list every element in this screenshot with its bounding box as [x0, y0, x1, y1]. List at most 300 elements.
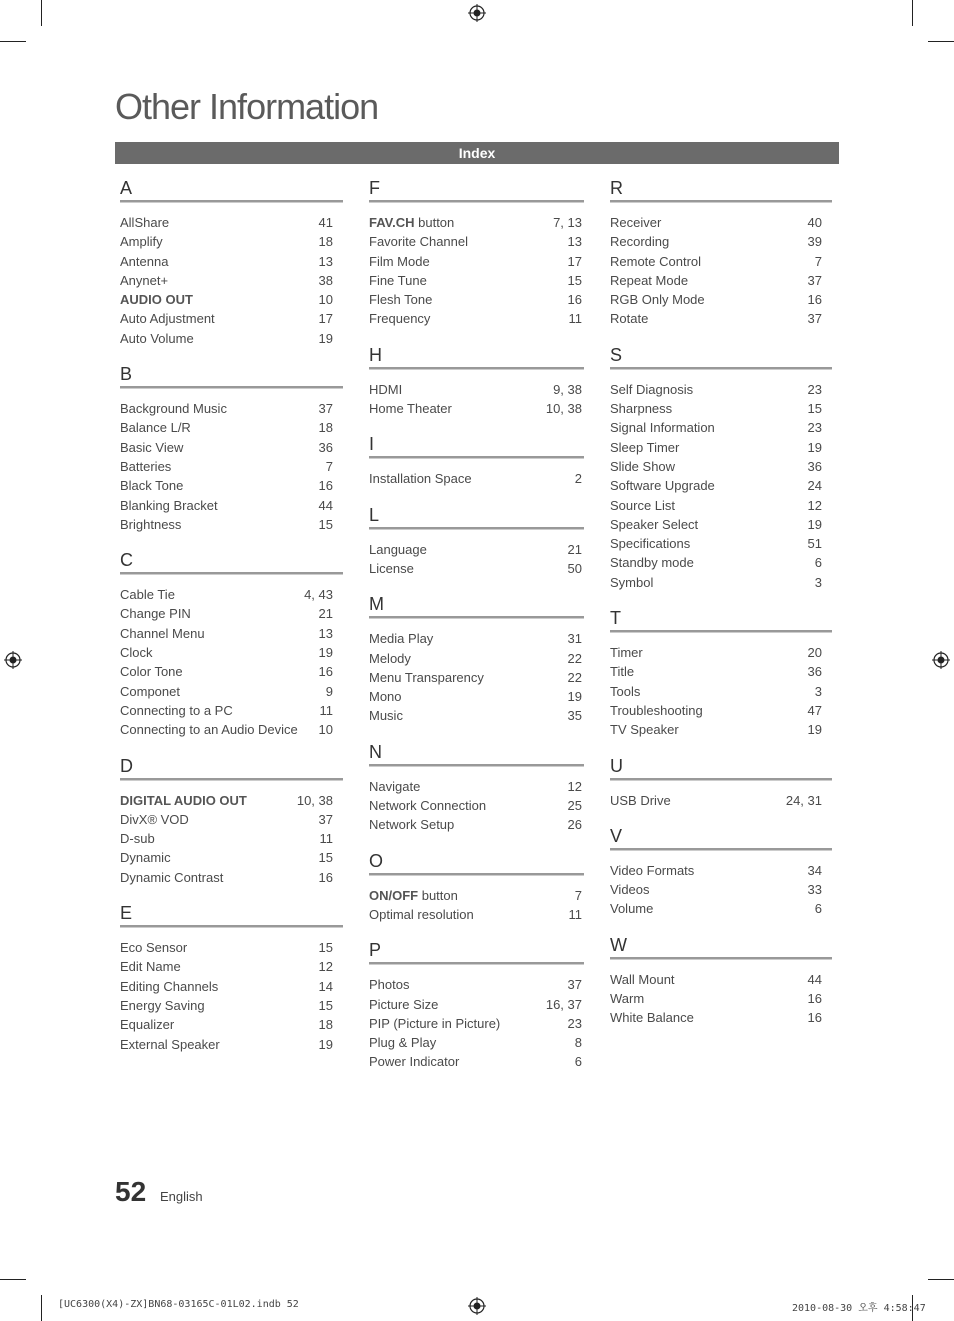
index-page-ref: 18: [318, 1017, 333, 1033]
crop-mark: [912, 0, 913, 26]
index-entry: [610, 970, 832, 989]
index-page-ref: 15: [807, 401, 822, 417]
index-term: [120, 515, 181, 534]
index-term: [120, 476, 183, 495]
index-page-ref: 11: [319, 831, 333, 847]
section-letter: P: [369, 938, 584, 964]
index-entry: [610, 515, 832, 534]
index-page-ref: 9: [325, 683, 333, 699]
index-page-ref: 23: [807, 420, 822, 436]
index-entry: [120, 309, 343, 328]
index-section: [369, 176, 584, 329]
index-term: [120, 848, 171, 867]
index-term: [120, 213, 169, 232]
index-term-text: DivX® VOD: [120, 811, 189, 827]
index-entry: [369, 232, 584, 251]
section-letter: T: [610, 606, 832, 632]
index-term: [610, 553, 694, 572]
index-term: [369, 380, 402, 399]
index-page-ref: 2: [574, 471, 582, 487]
index-page-ref: 24: [807, 478, 822, 494]
index-term-text: Sharpness: [610, 401, 673, 417]
index-term-text: Remote Control: [610, 253, 702, 269]
section-divider: [369, 369, 584, 380]
index-term-text: button: [414, 215, 455, 230]
index-page-ref: 11: [568, 311, 582, 327]
index-term: [120, 624, 205, 643]
index-term-text: Media Play: [369, 631, 434, 647]
index-term-text: Volume: [610, 901, 654, 917]
index-term: [369, 668, 484, 687]
index-term: [369, 649, 411, 668]
index-term-text: Self Diagnosis: [610, 381, 694, 397]
index-page-ref: 51: [807, 536, 822, 552]
index-term: [610, 496, 675, 515]
index-term: [369, 290, 432, 309]
index-entry: [120, 720, 343, 739]
index-term: [610, 515, 698, 534]
index-page-ref: 20: [807, 645, 822, 661]
index-term-text: Software Upgrade: [610, 478, 715, 494]
index-page-ref: 37: [807, 311, 822, 327]
index-entry: [120, 957, 343, 976]
page-number: 52: [115, 1176, 147, 1207]
section-divider: [369, 875, 584, 886]
index-page-ref: 12: [567, 778, 582, 794]
index-term-text: Auto Adjustment: [120, 311, 215, 327]
index-term-text: Recording: [610, 234, 670, 250]
index-term: [120, 271, 168, 290]
index-term: [369, 815, 454, 834]
index-term: [120, 720, 298, 739]
index-term-text: Home Theater: [369, 401, 452, 417]
index-entry: [369, 668, 584, 687]
index-term: [369, 399, 452, 418]
index-entry: [610, 1008, 832, 1027]
index-entry: [369, 380, 584, 399]
index-entry: [120, 457, 343, 476]
crop-mark: [41, 1295, 42, 1321]
index-term-text: Photos: [369, 977, 410, 993]
index-page-ref: 16: [807, 991, 822, 1007]
index-section: [369, 740, 584, 835]
index-term-text: Title: [610, 664, 635, 680]
index-entry: [610, 682, 832, 701]
index-page-ref: 16: [567, 292, 582, 308]
index-term-text: Music: [369, 708, 403, 724]
index-entry: [610, 880, 832, 899]
index-term-text: Clock: [120, 645, 153, 661]
index-entry: [369, 252, 584, 271]
index-page-ref: 37: [807, 272, 822, 288]
index-page-ref: 31: [567, 631, 582, 647]
index-term: [120, 643, 153, 662]
index-term: [610, 880, 650, 899]
index-term: [120, 290, 193, 309]
index-term: [369, 1014, 500, 1033]
section-letter: C: [120, 548, 343, 574]
index-entry: [610, 399, 832, 418]
index-entry: [120, 682, 343, 701]
index-term-text: Dynamic Contrast: [120, 869, 224, 885]
index-term-keyword: DIGITAL AUDIO OUT: [120, 792, 247, 808]
index-page-ref: 10, 38: [545, 401, 582, 417]
index-entry: [369, 777, 584, 796]
index-term-keyword: ON/OFF: [369, 887, 419, 903]
index-entry: [610, 989, 832, 1008]
index-page-ref: 37: [318, 401, 333, 417]
index-entry: [120, 868, 343, 887]
index-entry: [369, 290, 584, 309]
index-entry: [120, 496, 343, 515]
index-term-text: Video Formats: [610, 862, 695, 878]
index-term: [610, 899, 653, 918]
index-page-ref: 6: [814, 555, 822, 571]
index-list: [120, 399, 343, 534]
index-entry: [369, 1033, 584, 1052]
index-entry: [120, 329, 343, 348]
index-term: [610, 399, 672, 418]
index-term: [369, 309, 430, 328]
index-term-text: D-sub: [120, 831, 155, 847]
index-page-ref: 38: [318, 272, 333, 288]
index-term-text: button: [418, 887, 458, 903]
section-divider: [369, 202, 584, 213]
index-header-band: Index: [115, 142, 839, 164]
section-divider: [610, 850, 832, 861]
index-entry: [610, 418, 832, 437]
index-entry: [610, 380, 832, 399]
index-term: [369, 559, 414, 578]
index-page-ref: 13: [567, 234, 582, 250]
index-term-text: Fine Tune: [369, 272, 427, 288]
index-page-ref: 36: [807, 458, 822, 474]
index-term: [120, 701, 233, 720]
registration-mark-icon: [932, 651, 950, 669]
index-term-text: Amplify: [120, 234, 163, 250]
section-divider: [369, 618, 584, 629]
index-page-ref: 11: [319, 702, 333, 718]
index-term-text: Source List: [610, 497, 676, 513]
index-term: [610, 232, 669, 251]
index-list: [610, 861, 832, 919]
index-section: [610, 343, 832, 592]
index-term: [120, 457, 171, 476]
index-page-ref: 36: [318, 439, 333, 455]
index-entry: [120, 438, 343, 457]
index-term: [610, 438, 679, 457]
index-page-ref: 11: [568, 906, 582, 922]
page-title: Other Information: [115, 86, 379, 127]
index-entry: [120, 662, 343, 681]
index-list: [610, 970, 832, 1028]
index-term: [120, 957, 181, 976]
index-term-text: Troubleshooting: [610, 702, 703, 718]
crop-mark: [928, 1279, 954, 1280]
index-term: [369, 1033, 436, 1052]
index-entry: [369, 905, 584, 924]
registration-mark-icon: [468, 1297, 486, 1315]
index-entry: [610, 899, 832, 918]
index-entry: [369, 649, 584, 668]
section-letter: E: [120, 901, 343, 927]
index-section: [369, 503, 584, 579]
index-entry: [369, 706, 584, 725]
index-term-text: AllShare: [120, 215, 170, 230]
index-entry: [369, 469, 584, 488]
page-language: English: [160, 1189, 203, 1204]
index-entry: [369, 815, 584, 834]
index-entry: [120, 418, 343, 437]
index-term: [610, 989, 644, 1008]
index-entry: [610, 643, 832, 662]
index-entry: [120, 585, 343, 604]
index-page-ref: 10: [318, 722, 333, 738]
index-entry: [369, 213, 584, 232]
index-entry: [369, 309, 584, 328]
index-list: [369, 469, 584, 488]
index-page-ref: 15: [318, 516, 333, 532]
index-term: [610, 1008, 694, 1027]
index-list: [120, 213, 343, 348]
index-term-text: Batteries: [120, 458, 172, 474]
index-term-text: Frequency: [369, 311, 431, 327]
index-page-ref: 19: [318, 645, 333, 661]
index-list: [610, 643, 832, 739]
index-entry: [610, 252, 832, 271]
index-term-text: Brightness: [120, 516, 182, 532]
index-section: [120, 754, 343, 887]
index-list: [610, 791, 832, 810]
index-term-text: Anynet+: [120, 272, 169, 288]
index-term: [610, 476, 715, 495]
index-term-text: Blanking Bracket: [120, 497, 218, 513]
index-list: [610, 213, 832, 329]
index-column-1: [120, 176, 343, 1068]
index-term: [369, 252, 430, 271]
index-term: [610, 290, 705, 309]
index-term-text: Cable Tie: [120, 587, 175, 603]
index-section: [610, 606, 832, 739]
index-page-ref: 25: [567, 798, 582, 814]
index-page-ref: 7: [325, 458, 333, 474]
index-term-text: Connecting to an Audio Device: [120, 722, 298, 738]
index-section: [610, 933, 832, 1028]
index-page-ref: 16: [318, 869, 333, 885]
section-divider: [369, 964, 584, 975]
index-term-text: Specifications: [610, 536, 691, 552]
index-term-text: Energy Saving: [120, 997, 205, 1013]
index-term-text: Editing Channels: [120, 978, 219, 994]
index-page-ref: 4, 43: [304, 587, 333, 603]
index-term-text: Black Tone: [120, 478, 184, 494]
index-entry: [369, 271, 584, 290]
index-term-text: Auto Volume: [120, 330, 194, 346]
index-term: [369, 232, 468, 251]
index-page-ref: 13: [318, 253, 333, 269]
index-page-ref: 12: [318, 959, 333, 975]
index-term-text: License: [369, 560, 414, 576]
section-letter: A: [120, 176, 343, 202]
index-entry: [610, 861, 832, 880]
index-term-text: Favorite Channel: [369, 234, 468, 250]
index-entry: [120, 515, 343, 534]
index-term: [369, 975, 409, 994]
index-term: [120, 418, 191, 437]
index-entry: [369, 559, 584, 578]
index-term-text: Network Setup: [369, 817, 455, 833]
index-term-text: Sleep Timer: [610, 439, 680, 455]
index-section: [120, 176, 343, 348]
index-term-text: Equalizer: [120, 1017, 175, 1033]
section-letter: O: [369, 849, 584, 875]
index-term-text: Film Mode: [369, 253, 430, 269]
index-term-text: Dynamic: [120, 850, 171, 866]
index-term-text: Navigate: [369, 778, 421, 794]
index-page-ref: 17: [567, 253, 582, 269]
index-term-text: Signal Information: [610, 420, 715, 436]
index-entry: [120, 271, 343, 290]
index-term: [120, 938, 187, 957]
index-page-ref: 19: [318, 330, 333, 346]
crop-mark: [928, 41, 954, 42]
section-divider: [120, 927, 343, 938]
index-page-ref: 22: [567, 669, 582, 685]
index-entry: [610, 496, 832, 515]
index-term-text: Optimal resolution: [369, 906, 474, 922]
index-term: [369, 706, 403, 725]
index-page-ref: 16: [807, 1010, 822, 1026]
index-entry: [369, 975, 584, 994]
index-page-ref: 12: [807, 497, 822, 513]
index-term: [120, 309, 215, 328]
index-term-text: Melody: [369, 650, 411, 666]
index-term: [120, 810, 189, 829]
index-page-ref: 19: [807, 722, 822, 738]
index-term: [610, 970, 675, 989]
index-entry: [120, 701, 343, 720]
index-entry: [610, 457, 832, 476]
index-entry: [120, 977, 343, 996]
index-entry: [369, 995, 584, 1014]
index-page-ref: 36: [807, 664, 822, 680]
index-section: [120, 548, 343, 739]
index-entry: [369, 796, 584, 815]
index-term-text: External Speaker: [120, 1036, 220, 1052]
index-page-ref: 15: [318, 997, 333, 1013]
section-letter: I: [369, 432, 584, 458]
index-term: [369, 995, 438, 1014]
index-term: [610, 791, 671, 810]
index-entry: [120, 252, 343, 271]
index-page-ref: 10, 38: [296, 792, 333, 808]
index-term-text: Rotate: [610, 311, 649, 327]
index-term: [610, 534, 690, 553]
index-term-text: Warm: [610, 991, 645, 1007]
index-term-text: Componet: [120, 683, 180, 699]
index-list: [369, 629, 584, 725]
index-page-ref: 9, 38: [553, 381, 582, 397]
index-list: [369, 886, 584, 925]
index-page-ref: 17: [318, 311, 333, 327]
index-term-text: Edit Name: [120, 959, 181, 975]
index-term-text: Menu Transparency: [369, 669, 484, 685]
index-page-ref: 8: [574, 1035, 582, 1051]
index-term: [369, 540, 427, 559]
index-entry: [610, 290, 832, 309]
index-page-ref: 6: [814, 901, 822, 917]
index-page-ref: 19: [567, 689, 582, 705]
index-term: [610, 662, 634, 681]
index-term: [120, 604, 191, 623]
index-section: [610, 176, 832, 329]
index-entry: [610, 271, 832, 290]
section-divider: [369, 766, 584, 777]
index-term-text: Power Indicator: [369, 1054, 460, 1070]
index-page-ref: 44: [318, 497, 333, 513]
index-term-text: Language: [369, 541, 427, 557]
section-letter: V: [610, 824, 832, 850]
index-term: [610, 309, 648, 328]
index-entry: [610, 213, 832, 232]
index-page-ref: 18: [318, 420, 333, 436]
section-letter: F: [369, 176, 584, 202]
section-divider: [120, 574, 343, 585]
index-page-ref: 7, 13: [553, 215, 582, 230]
index-page-ref: 15: [567, 272, 582, 288]
index-entry: [120, 1015, 343, 1034]
index-term: [369, 687, 402, 706]
index-term: [610, 682, 640, 701]
index-entry: [610, 791, 832, 810]
index-page-ref: 19: [318, 1036, 333, 1052]
index-entry: [610, 662, 832, 681]
index-page-ref: 16, 37: [545, 996, 582, 1012]
index-term: [610, 643, 643, 662]
index-term: [120, 252, 168, 271]
index-page-ref: 14: [318, 978, 333, 994]
index-term-text: Connecting to a PC: [120, 702, 233, 718]
index-term: [120, 399, 227, 418]
index-term-text: Eco Sensor: [120, 940, 188, 956]
index-term-text: Installation Space: [369, 471, 472, 487]
index-term-text: Receiver: [610, 215, 662, 230]
index-term-keyword: FAV.CH: [369, 215, 415, 230]
print-slug-timestamp: 2010-08-30 오후 4:58:47: [792, 1303, 926, 1314]
index-term: [120, 1015, 174, 1034]
index-list: [120, 585, 343, 739]
index-term: [120, 329, 194, 348]
index-term: [610, 457, 675, 476]
index-entry: [120, 1035, 343, 1054]
index-page-ref: 23: [807, 381, 822, 397]
index-entry: [610, 232, 832, 251]
index-term: [610, 213, 661, 232]
index-page-ref: 35: [567, 708, 582, 724]
index-page-ref: 18: [318, 234, 333, 250]
index-term-text: Antenna: [120, 253, 169, 269]
index-section: [369, 592, 584, 725]
section-divider: [369, 529, 584, 540]
index-page-ref: 10: [318, 292, 333, 308]
index-term: [369, 629, 433, 648]
index-list: [369, 777, 584, 835]
index-entry: [120, 643, 343, 662]
index-page-ref: 19: [807, 439, 822, 455]
index-entry: [120, 624, 343, 643]
index-section: [120, 901, 343, 1054]
index-page-ref: 40: [807, 215, 822, 230]
